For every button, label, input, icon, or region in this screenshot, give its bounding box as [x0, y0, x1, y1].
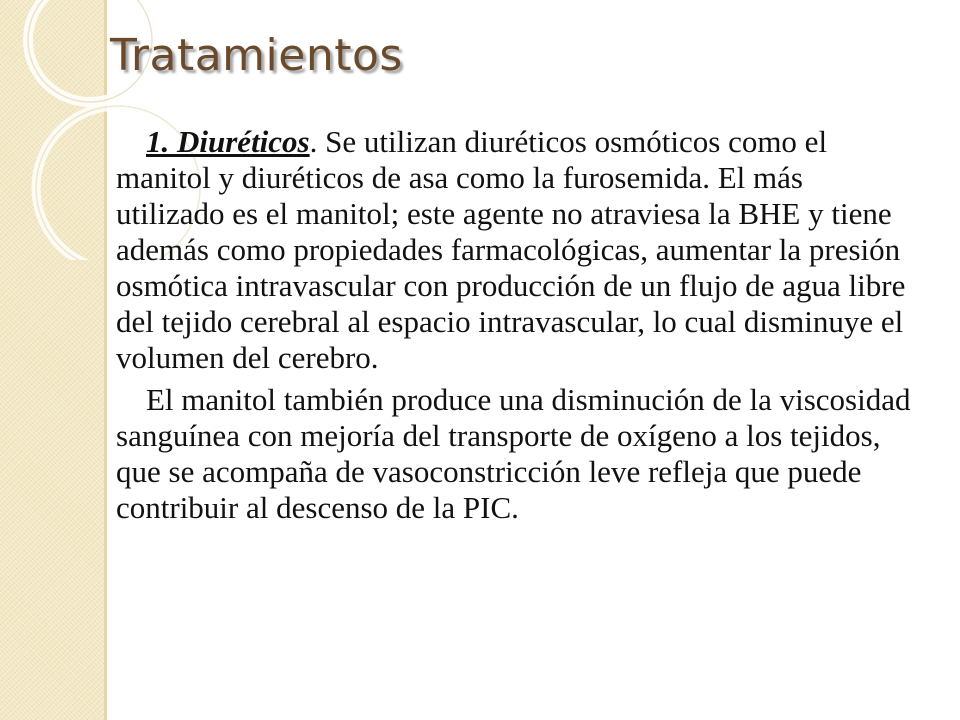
paragraph-lead-diureticos: 1. Diuréticos [146, 124, 310, 159]
slide-title: Tratamientos [110, 30, 403, 81]
slide-body [116, 124, 916, 526]
paragraph-manitol: El manitol también produce una disminución de la viscosidad sanguínea con mejoría del transporte de oxígeno a los tejidos, que se acompaña de vasoconstricción leve refleja que puede contribuir al descenso de la PIC. [116, 382, 911, 525]
paragraph-diureticos [116, 124, 916, 376]
paragraph-text-diureticos: . Se utilizan diuréticos osmóticos como el manitol y diuréticos de asa como la furosemida. El más utilizado es el manitol; este agente no atraviesa la BHE y tiene además como propiedades farmacológicas, aumentar la presión osmótica intravascular con producción de un flujo de agua libre del tejido cerebral al espacio intravascular, lo cual disminuye el volumen del cerebro. [116, 124, 906, 375]
